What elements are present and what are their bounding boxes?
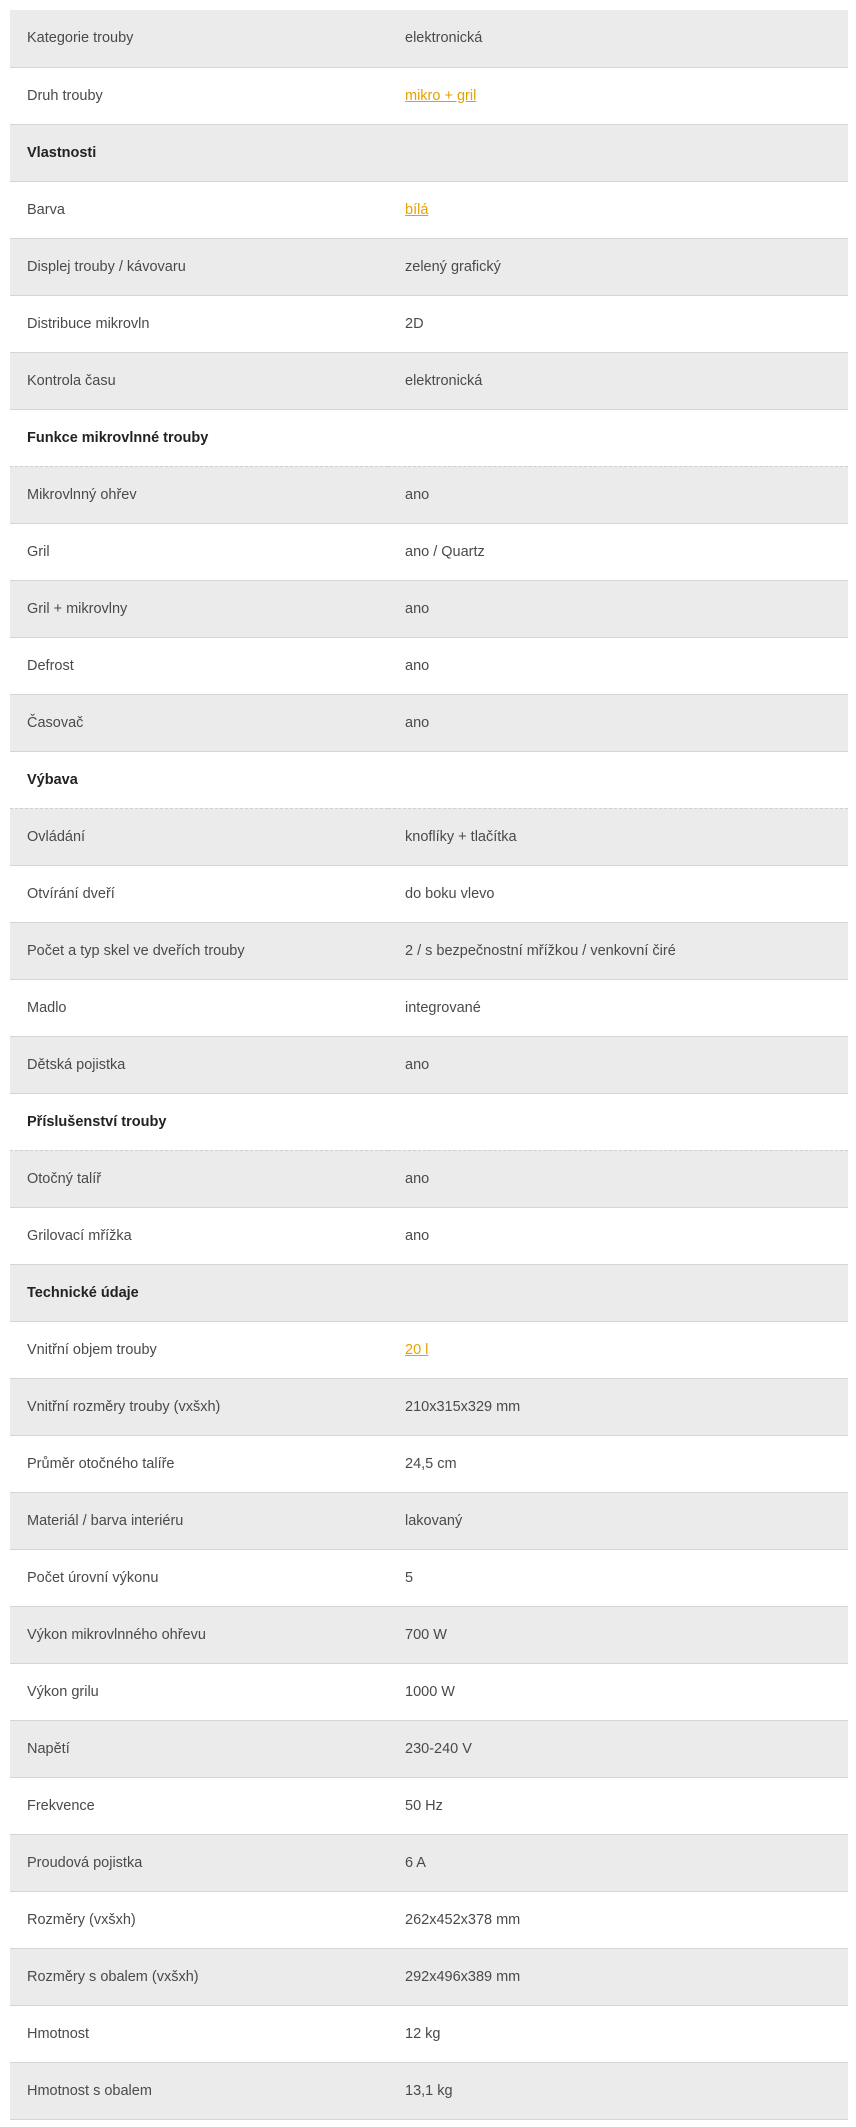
spec-row [10,1948,848,2005]
spec-value: ano [388,694,848,751]
spec-label: Defrost [10,637,388,694]
section-heading-row [10,751,848,808]
spec-label: Časovač [10,694,388,751]
spec-value: 12 kg [388,2005,848,2062]
spec-value: 230-240 V [388,1720,848,1777]
spec-value: 292x496x389 mm [388,1948,848,2005]
spec-row [10,1378,848,1435]
spec-row [10,67,848,124]
spec-value: do boku vlevo [388,865,848,922]
spec-row [10,1036,848,1093]
spec-row [10,637,848,694]
spec-label: Proudová pojistka [10,1834,388,1891]
spec-value: ano [388,466,848,523]
spec-value: ano [388,1150,848,1207]
spec-row [10,1777,848,1834]
spec-table-body [10,10,848,2119]
spec-row [10,2005,848,2062]
section-heading-row [10,1264,848,1321]
spec-label: Hmotnost s obalem [10,2062,388,2119]
section-heading: Vlastnosti [10,124,848,181]
spec-value: ano [388,580,848,637]
spec-row [10,2062,848,2119]
spec-value: 262x452x378 mm [388,1891,848,1948]
spec-row [10,295,848,352]
spec-row [10,1492,848,1549]
spec-label: Frekvence [10,1777,388,1834]
spec-row [10,1891,848,1948]
spec-row [10,352,848,409]
spec-label: Hmotnost [10,2005,388,2062]
spec-label: Rozměry s obalem (vxšxh) [10,1948,388,2005]
spec-row [10,922,848,979]
spec-value: zelený grafický [388,238,848,295]
spec-table [10,10,848,2120]
section-heading: Technické údaje [10,1264,848,1321]
spec-row [10,1207,848,1264]
spec-value: 210x315x329 mm [388,1378,848,1435]
spec-label: Distribuce mikrovln [10,295,388,352]
spec-label: Kontrola času [10,352,388,409]
spec-label: Vnitřní objem trouby [10,1321,388,1378]
spec-row [10,10,848,67]
spec-row [10,808,848,865]
spec-value: 50 Hz [388,1777,848,1834]
spec-value: 5 [388,1549,848,1606]
spec-label: Gril + mikrovlny [10,580,388,637]
spec-value: 24,5 cm [388,1435,848,1492]
section-heading: Výbava [10,751,848,808]
spec-label: Otočný talíř [10,1150,388,1207]
section-heading: Příslušenství trouby [10,1093,848,1150]
spec-value: 13,1 kg [388,2062,848,2119]
section-heading-row [10,124,848,181]
spec-label: Materiál / barva interiéru [10,1492,388,1549]
spec-value-cell [388,181,848,238]
spec-label: Dětská pojistka [10,1036,388,1093]
spec-label: Napětí [10,1720,388,1777]
spec-row [10,979,848,1036]
spec-row [10,1549,848,1606]
spec-value: ano [388,637,848,694]
spec-row [10,238,848,295]
spec-value: 1000 W [388,1663,848,1720]
spec-label: Rozměry (vxšxh) [10,1891,388,1948]
spec-label: Barva [10,181,388,238]
spec-row [10,1663,848,1720]
spec-label: Kategorie trouby [10,10,388,67]
section-heading: Funkce mikrovlnné trouby [10,409,848,466]
spec-value: knoflíky + tlačítka [388,808,848,865]
spec-label: Grilovací mřížka [10,1207,388,1264]
spec-label: Vnitřní rozměry trouby (vxšxh) [10,1378,388,1435]
spec-label: Ovládání [10,808,388,865]
spec-row [10,1834,848,1891]
spec-value: 6 A [388,1834,848,1891]
spec-row [10,865,848,922]
section-heading-row [10,1093,848,1150]
spec-value-link[interactable]: mikro + gril [405,87,477,104]
spec-value: elektronická [388,10,848,67]
spec-row [10,181,848,238]
spec-label: Displej trouby / kávovaru [10,238,388,295]
spec-value-cell [388,1321,848,1378]
spec-value-cell [388,67,848,124]
spec-value: 2 / s bezpečnostní mřížkou / venkovní čiré [388,922,848,979]
spec-label: Mikrovlnný ohřev [10,466,388,523]
spec-value: 2D [388,295,848,352]
spec-label: Otvírání dveří [10,865,388,922]
spec-row [10,1720,848,1777]
section-heading-row [10,409,848,466]
spec-row [10,580,848,637]
spec-value: lakovaný [388,1492,848,1549]
spec-label: Počet úrovní výkonu [10,1549,388,1606]
spec-row [10,466,848,523]
spec-value: integrované [388,979,848,1036]
spec-label: Gril [10,523,388,580]
spec-label: Počet a typ skel ve dveřích trouby [10,922,388,979]
spec-label: Druh trouby [10,67,388,124]
spec-value: ano [388,1207,848,1264]
spec-value: 700 W [388,1606,848,1663]
spec-label: Madlo [10,979,388,1036]
spec-row [10,523,848,580]
spec-value: ano / Quartz [388,523,848,580]
spec-row [10,1606,848,1663]
spec-value-link[interactable]: bílá [405,201,429,218]
spec-label: Průměr otočného talíře [10,1435,388,1492]
spec-row [10,1321,848,1378]
spec-row [10,1150,848,1207]
spec-value: ano [388,1036,848,1093]
spec-label: Výkon grilu [10,1663,388,1720]
spec-value-link[interactable]: 20 l [405,1341,429,1358]
spec-label: Výkon mikrovlnného ohřevu [10,1606,388,1663]
spec-row [10,1435,848,1492]
spec-row [10,694,848,751]
spec-value: elektronická [388,352,848,409]
